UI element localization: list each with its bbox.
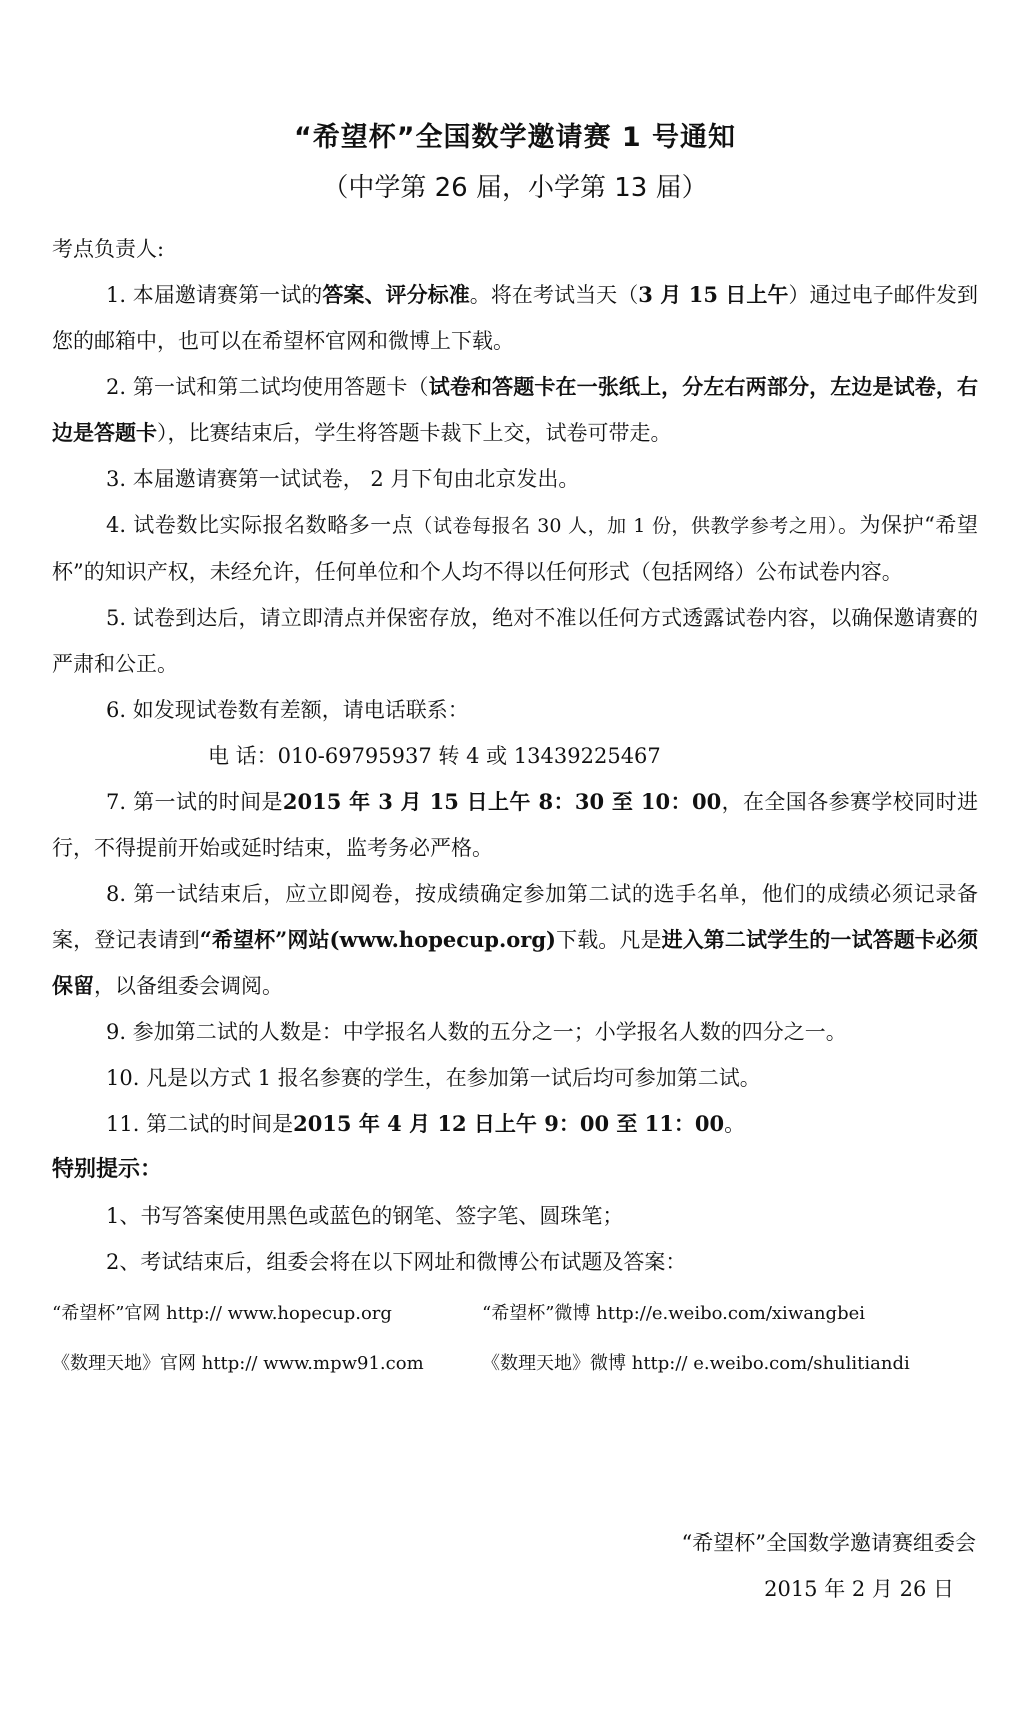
item-9: 9. 参加第二试的人数是：中学报名人数的五分之一；小学报名人数的四分之一。 xyxy=(106,1020,847,1044)
item-8-text-c: 下载。凡是 xyxy=(556,928,662,952)
item-2-text-a: 2. 第一试和第二试均使用答题卡（ xyxy=(106,375,429,399)
item-4-text-c: 。为保护“希望杯”的知识产权，未经允许，任何单位和个人均不得以任何形式（包括网络）公布试卷内容。 xyxy=(52,513,978,584)
item-3: 3. 本届邀请赛第一试试卷， 2 月下旬由北京发出。 xyxy=(106,467,580,491)
signature-date: 2015 年 2 月 26 日 xyxy=(764,1577,954,1601)
hopecup-weibo-link[interactable]: “希望杯”微博 http://e.weibo.com/xiwangbei xyxy=(482,1303,866,1324)
item-6: 6. 如发现试卷数有差额，请电话联系： xyxy=(106,698,469,722)
item-4-note: （试卷每报名 30 人，加 1 份，供教学参考之用） xyxy=(413,515,838,537)
item-7 xyxy=(52,779,978,871)
item-8-keep-card-emphasis: 进入第二试学生的一试答题卡必须保留 xyxy=(52,928,979,998)
item-7-time-emphasis: 2015 年 3 月 15 日上午 8：30 至 10：00 xyxy=(282,789,722,814)
item-7-text-c: ，在全国各参赛学校同时进行，不得提前开始或延时结束，监考务必严格。 xyxy=(52,790,978,860)
item-7-text-a: 7. 第一试的时间是 xyxy=(106,790,283,814)
notice-body xyxy=(52,226,978,1389)
item-2-answer-card-emphasis: 试卷和答题卡在一张纸上，分左右两部分，左边是试卷，右边是答题卡 xyxy=(52,375,979,445)
item-1-text-e: ）通过电子邮件发到您的邮箱中，也可以在希望杯官网和微博上下载。 xyxy=(52,283,978,353)
item-11-text-a: 11. 第二试的时间是 xyxy=(106,1112,294,1136)
link-row xyxy=(52,1289,978,1339)
notice-subtitle: （中学第 26 届，小学第 13 届） xyxy=(322,173,708,203)
contact-phone: 电 话：010-69795937 转 4 或 13439225467 xyxy=(208,744,661,768)
item-4 xyxy=(52,502,978,595)
hopecup-website-link[interactable]: “希望杯”官网 http:// www.hopecup.org xyxy=(52,1303,392,1324)
item-8 xyxy=(52,871,978,1009)
item-11 xyxy=(52,1101,978,1147)
item-11-text-c: 。 xyxy=(724,1112,746,1136)
item-1-text-c: 。将在考试当天（ xyxy=(469,283,639,307)
salutation: 考点负责人: xyxy=(52,237,165,261)
item-10: 10. 凡是以方式 1 报名参赛的学生，在参加第一试后均可参加第二试。 xyxy=(106,1066,761,1090)
item-8-text-a: 8. 第一试结束后，应立即阅卷，按成绩确定参加第二试的选手名单，他们的成绩必须记录备案，登记表请到 xyxy=(52,882,978,952)
item-2-text-c: ），比赛结束后，学生将答题卡裁下上交，试卷可带走。 xyxy=(157,421,672,445)
signature-block xyxy=(682,1520,976,1612)
item-5: 5. 试卷到达后，请立即清点并保密存放，绝对不准以任何方式透露试卷内容，以确保邀请赛的严肃和公正。 xyxy=(52,606,978,676)
notice-title: “希望杯”全国数学邀请赛 1 号通知 xyxy=(293,122,737,153)
tip-2: 2、考试结束后，组委会将在以下网址和微博公布试题及答案： xyxy=(106,1250,687,1274)
item-8-text-e: ，以备组委会调阅。 xyxy=(94,974,283,998)
item-8-website-emphasis: “希望杯”网站(www.hopecup.org) xyxy=(199,927,556,952)
item-1-date-emphasis: 3 月 15 日上午 xyxy=(638,282,789,307)
item-1 xyxy=(52,272,978,364)
item-4-text-a: 4. 试卷数比实际报名数略多一点 xyxy=(106,513,414,537)
item-11-time-emphasis: 2015 年 4 月 12 日上午 9：00 至 11：00 xyxy=(293,1111,725,1136)
link-list xyxy=(52,1289,978,1389)
item-1-answers-emphasis: 答案、评分标准 xyxy=(322,283,470,307)
item-1-text-a: 1. 本届邀请赛第一试的 xyxy=(106,283,323,307)
signature-organization: “希望杯”全国数学邀请赛组委会 xyxy=(681,1531,976,1555)
mpw-website-link[interactable]: 《数理天地》官网 http:// www.mpw91.com xyxy=(52,1353,424,1374)
tip-1: 1、书写答案使用黑色或蓝色的钢笔、签字笔、圆珠笔； xyxy=(106,1204,624,1228)
item-2 xyxy=(52,364,978,456)
link-row xyxy=(52,1339,978,1389)
mpw-weibo-link[interactable]: 《数理天地》微博 http:// e.weibo.com/shulitiandi xyxy=(482,1353,910,1374)
special-tips-heading: 特别提示： xyxy=(52,1157,163,1182)
